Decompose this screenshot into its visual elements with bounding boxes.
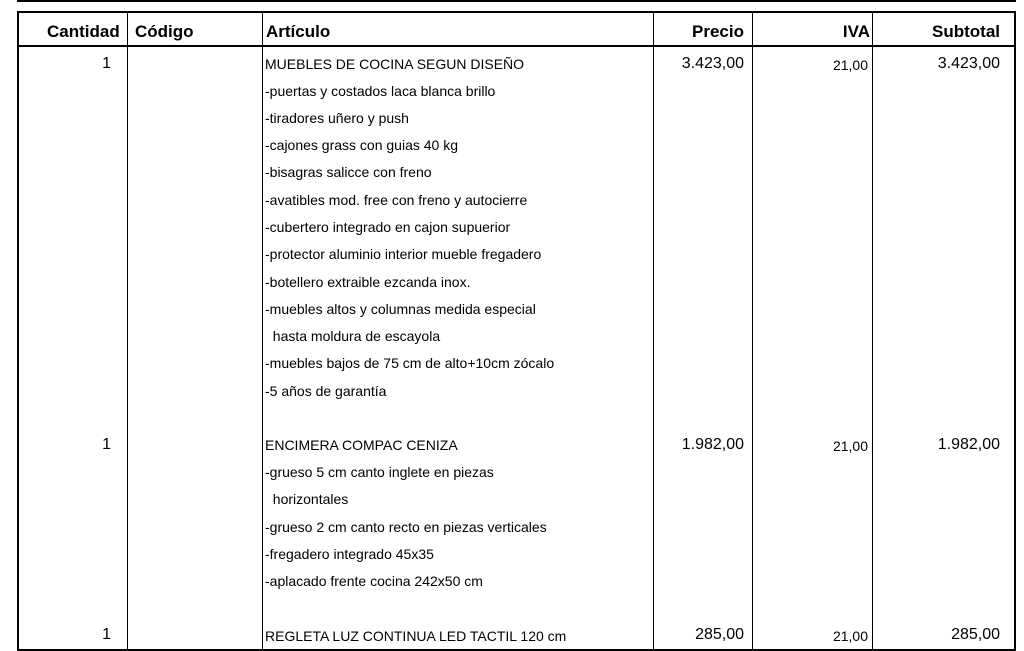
col-divider-cantidad: [127, 13, 128, 649]
item-subtotal: 1.982,00: [937, 436, 1000, 453]
item-description-line: -tiradores uñero y push: [265, 110, 409, 126]
item-description-line: MUEBLES DE COCINA SEGUN DISEÑO: [265, 56, 525, 72]
item-description-line: -muebles bajos de 75 cm de alto+10cm zócalo: [265, 355, 555, 371]
header-codigo: Código: [135, 22, 194, 41]
header-precio: Precio: [692, 22, 744, 41]
item-description-line: -protector aluminio interior mueble fregadero: [265, 246, 542, 262]
item-description-line: ENCIMERA COMPAC CENIZA: [265, 437, 458, 453]
col-divider-codigo: [262, 13, 263, 649]
item-subtotal: 285,00: [951, 626, 1000, 643]
item-description-line: -5 años de garantía: [265, 383, 387, 399]
item-description-line: -puertas y costados laca blanca brillo: [265, 83, 496, 99]
item-description-line: -aplacado frente cocina 242x50 cm: [265, 573, 483, 589]
item-description-line: -muebles altos y columnas medida especial: [265, 301, 536, 317]
item-description-line: -fregadero integrado 45x35: [265, 546, 434, 562]
col-divider-iva: [872, 13, 873, 649]
item-description-line: REGLETA LUZ CONTINUA LED TACTIL 120 cm: [265, 628, 567, 644]
item-cantidad: 1: [102, 626, 111, 643]
item-subtotal: 3.423,00: [937, 55, 1000, 72]
item-cantidad: 1: [102, 55, 111, 72]
item-description-line: -avatibles mod. free con freno y autocierre: [265, 192, 528, 208]
item-description-line: hasta moldura de escayola: [265, 328, 441, 344]
item-precio: 285,00: [695, 626, 744, 643]
item-precio: 1.982,00: [681, 436, 744, 453]
col-divider-articulo: [653, 13, 654, 649]
header-articulo: Artículo: [266, 22, 331, 41]
item-precio: 3.423,00: [681, 55, 744, 72]
col-divider-precio: [752, 13, 753, 649]
item-cantidad: 1: [102, 436, 111, 453]
item-description-line: -cajones grass con guias 40 kg: [265, 137, 458, 153]
header-iva: IVA: [842, 22, 870, 41]
item-description-line: horizontales: [265, 491, 349, 507]
item-description-line: -grueso 5 cm canto inglete en piezas: [265, 464, 494, 480]
item-iva: 21,00: [832, 628, 868, 644]
invoice-table: [17, 11, 1016, 651]
item-description-line: -grueso 2 cm canto recto en piezas verticales: [265, 519, 547, 535]
item-iva: 21,00: [832, 57, 868, 73]
header-cantidad: Cantidad: [47, 22, 120, 41]
item-description-line: -bisagras salicce con freno: [265, 164, 432, 180]
header-subtotal: Subtotal: [932, 22, 1000, 41]
header-divider: [19, 45, 1014, 47]
item-iva: 21,00: [832, 438, 868, 454]
previous-section-box: [17, 0, 1016, 2]
item-description-line: -botellero extraible ezcanda inox.: [265, 274, 471, 290]
item-description-line: -cubertero integrado en cajon supuerior: [265, 219, 511, 235]
